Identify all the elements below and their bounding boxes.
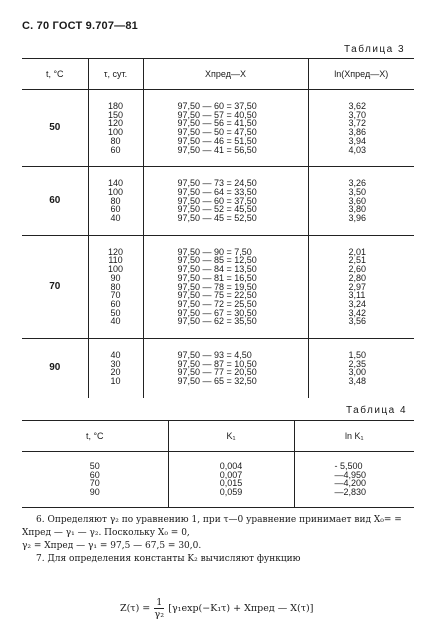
temperature-cell: 70 bbox=[49, 280, 61, 292]
tau-values: 120 110 100 90 80 70 60 50 40 bbox=[107, 246, 124, 327]
paragraph-7: 7. Для определения константы K₂ вычисляют функцию bbox=[36, 554, 301, 564]
ln-values: 3,26 3,50 3,60 3,80 3,96 bbox=[348, 178, 367, 224]
table-row-group bbox=[22, 167, 414, 236]
ln-values: 2,01 2,51 2,60 2,80 2,97 3,11 3,24 3,42 3,56 bbox=[348, 246, 367, 327]
t4-col-header-k: K₁ bbox=[168, 421, 294, 452]
col-header-t: t, °C bbox=[22, 59, 88, 90]
table-4 bbox=[22, 420, 414, 508]
t4-ln-values: - 5,500 —4,950 —4,200 —2,830 bbox=[334, 461, 367, 498]
difference-values: 97,50 — 93 = 4,50 97,50 — 87 = 10,50 97,50 — 77 = 20,50 97,50 — 65 = 32,50 bbox=[177, 350, 257, 387]
table-row-group bbox=[22, 339, 414, 398]
table-row-group bbox=[22, 235, 414, 338]
col-header-tau: τ, сут. bbox=[88, 59, 143, 90]
col-header-x: Xпред—X bbox=[143, 59, 308, 90]
temperature-cell: 50 bbox=[49, 121, 61, 133]
ln-values: 3,62 3,70 3,72 3,86 3,94 4,03 bbox=[348, 101, 367, 155]
formula-denominator: γ₂ bbox=[154, 609, 165, 620]
formula-rhs: [γ₁exp(−K₁τ) + Xпред — X(τ)] bbox=[168, 603, 314, 614]
formula-lhs: Z(τ) = bbox=[120, 603, 151, 614]
formula-numerator: 1 bbox=[156, 597, 163, 608]
paragraph-6: 6. Определяют γ₂ по уравнению 1, при τ—0 уравнение принимает вид X₀= = Xпред — γ₁ — γ₂. Поскольку X₀ = 0, bbox=[22, 515, 402, 538]
difference-values: 97,50 — 90 = 7,50 97,50 — 85 = 12,50 97,50 — 84 = 13,50 97,50 — 81 = 16,50 97,50 — 78 = 19,50 97,50 — 75 = 22,50 97,50 — 72 = 25,50 97,50 — 67 = 30,50 97,50 — 62 = 35,50 bbox=[177, 246, 257, 327]
table-row-group bbox=[22, 90, 414, 167]
difference-values: 97,50 — 73 = 24,50 97,50 — 64 = 33,50 97,50 — 60 = 37,50 97,50 — 52 = 45,50 97,50 — 45 = 52,50 bbox=[177, 178, 257, 224]
z-formula bbox=[120, 597, 313, 620]
difference-values: 97,50 — 60 = 37,50 97,50 — 57 = 40,50 97,50 — 56 = 41,50 97,50 — 50 = 47,50 97,50 — 46 = 51,50 97,50 — 41 = 56,50 bbox=[177, 101, 257, 155]
ln-values: 1,50 2,35 3,00 3,48 bbox=[348, 350, 367, 387]
t4-col-header-t: t, °C bbox=[22, 421, 168, 452]
page-header: С. 70 ГОСТ 9.707—81 bbox=[22, 20, 139, 32]
t4-t-values: 50 60 70 90 bbox=[89, 461, 100, 498]
temperature-cell: 60 bbox=[49, 194, 61, 206]
tau-values: 180 150 120 100 80 60 bbox=[107, 101, 124, 155]
tau-values: 40 30 20 10 bbox=[110, 350, 121, 387]
gamma2-equation: γ₂ = Xпред — γ₁ = 97,5 — 67,5 = 30,0. bbox=[22, 541, 202, 551]
tau-values: 140 100 80 60 40 bbox=[107, 178, 124, 224]
t4-col-header-ln: ln K₁ bbox=[294, 421, 414, 452]
table4-label: Таблица 4 bbox=[346, 405, 408, 416]
col-header-ln: ln(Xпред—X) bbox=[308, 59, 414, 90]
table3-label: Таблица 3 bbox=[344, 44, 406, 55]
temperature-cell: 90 bbox=[49, 362, 61, 374]
t4-k-values: 0,004 0,007 0,015 0,059 bbox=[219, 461, 243, 498]
table-3 bbox=[22, 58, 414, 398]
formula-fraction bbox=[154, 597, 164, 620]
